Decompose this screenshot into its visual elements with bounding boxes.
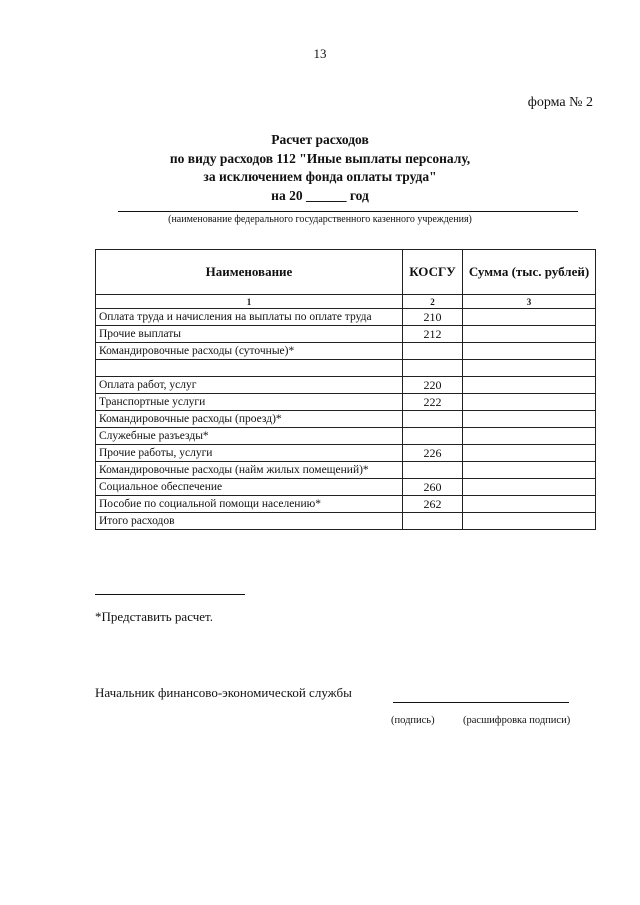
row-name-cell: Прочие работы, услуги [96,445,403,462]
row-kosgu-cell [403,343,463,360]
row-sum-cell [463,513,596,530]
signer-title: Начальник финансово-экономической службы [95,685,352,700]
row-name-cell: Командировочные расходы (проезд)* [96,411,403,428]
row-kosgu-cell [403,513,463,530]
page-number: 13 [313,46,327,61]
row-name-cell: Командировочные расходы (суточные)* [96,343,403,360]
row-kosgu-cell: 226 [403,445,463,462]
row-kosgu-cell: 212 [403,326,463,343]
row-kosgu-cell: 210 [403,309,463,326]
signature-caption: (подпись) [391,715,435,726]
row-kosgu-cell [403,411,463,428]
footnote: *Представить расчет. [95,609,213,624]
form-label: форма № 2 [527,95,593,110]
row-name-cell: Оплата труда и начисления на выплаты по оплате труда [96,309,403,326]
footnote-separator [95,594,245,595]
signature-line [393,702,569,703]
row-kosgu-cell: 262 [403,496,463,513]
table-row [96,445,596,462]
row-sum-cell [463,411,596,428]
row-sum-cell [463,326,596,343]
table-row [96,326,596,343]
row-kosgu-cell [403,462,463,479]
column-number: 3 [463,295,596,309]
row-kosgu-cell: 220 [403,377,463,394]
title-line-4: на 20 ______ год [271,187,369,203]
table-row [96,309,596,326]
table-row [96,360,596,377]
row-name-cell: Транспортные услуги [96,394,403,411]
institution-caption: (наименование федерального государственного казенного учреждения) [168,214,472,225]
row-sum-cell [463,445,596,462]
document-title [0,131,640,205]
row-kosgu-cell: 222 [403,394,463,411]
table-row [96,479,596,496]
name-caption: (расшифровка подписи) [463,715,571,726]
header-name: Наименование [96,250,403,295]
table-row [96,343,596,360]
row-sum-cell [463,479,596,496]
row-name-cell: Оплата работ, услуг [96,377,403,394]
row-kosgu-cell [403,360,463,377]
row-sum-cell [463,309,596,326]
table-row [96,428,596,445]
header-sum: Сумма (тыс. рублей) [463,250,596,295]
row-sum-cell [463,394,596,411]
row-sum-cell [463,496,596,513]
row-sum-cell [463,377,596,394]
row-sum-cell [463,360,596,377]
table-row [96,377,596,394]
expense-table [95,249,596,530]
row-name-cell [96,360,403,377]
row-name-cell: Прочие выплаты [96,326,403,343]
title-line-1: Расчет расходов [271,132,369,147]
row-name-cell: Пособие по социальной помощи населению* [96,496,403,513]
row-kosgu-cell: 260 [403,479,463,496]
row-kosgu-cell [403,428,463,445]
row-sum-cell [463,462,596,479]
table-header-row [96,250,596,295]
row-name-cell: Итого расходов [96,513,403,530]
table-row [96,394,596,411]
title-line-3: за исключением фонда оплаты труда" [203,169,437,184]
row-sum-cell [463,428,596,445]
row-name-cell: Командировочные расходы (найм жилых помещений)* [96,462,403,479]
column-number-row [96,295,596,309]
header-kosgu: КОСГУ [403,250,463,295]
table-row [96,496,596,513]
row-name-cell: Социальное обеспечение [96,479,403,496]
table-row [96,411,596,428]
row-name-cell: Служебные разъезды* [96,428,403,445]
table-row [96,513,596,530]
column-number: 2 [403,295,463,309]
institution-name-line [118,211,578,212]
table-row [96,462,596,479]
row-sum-cell [463,343,596,360]
column-number: 1 [96,295,403,309]
title-line-2: по виду расходов 112 "Иные выплаты персоналу, [169,150,471,166]
